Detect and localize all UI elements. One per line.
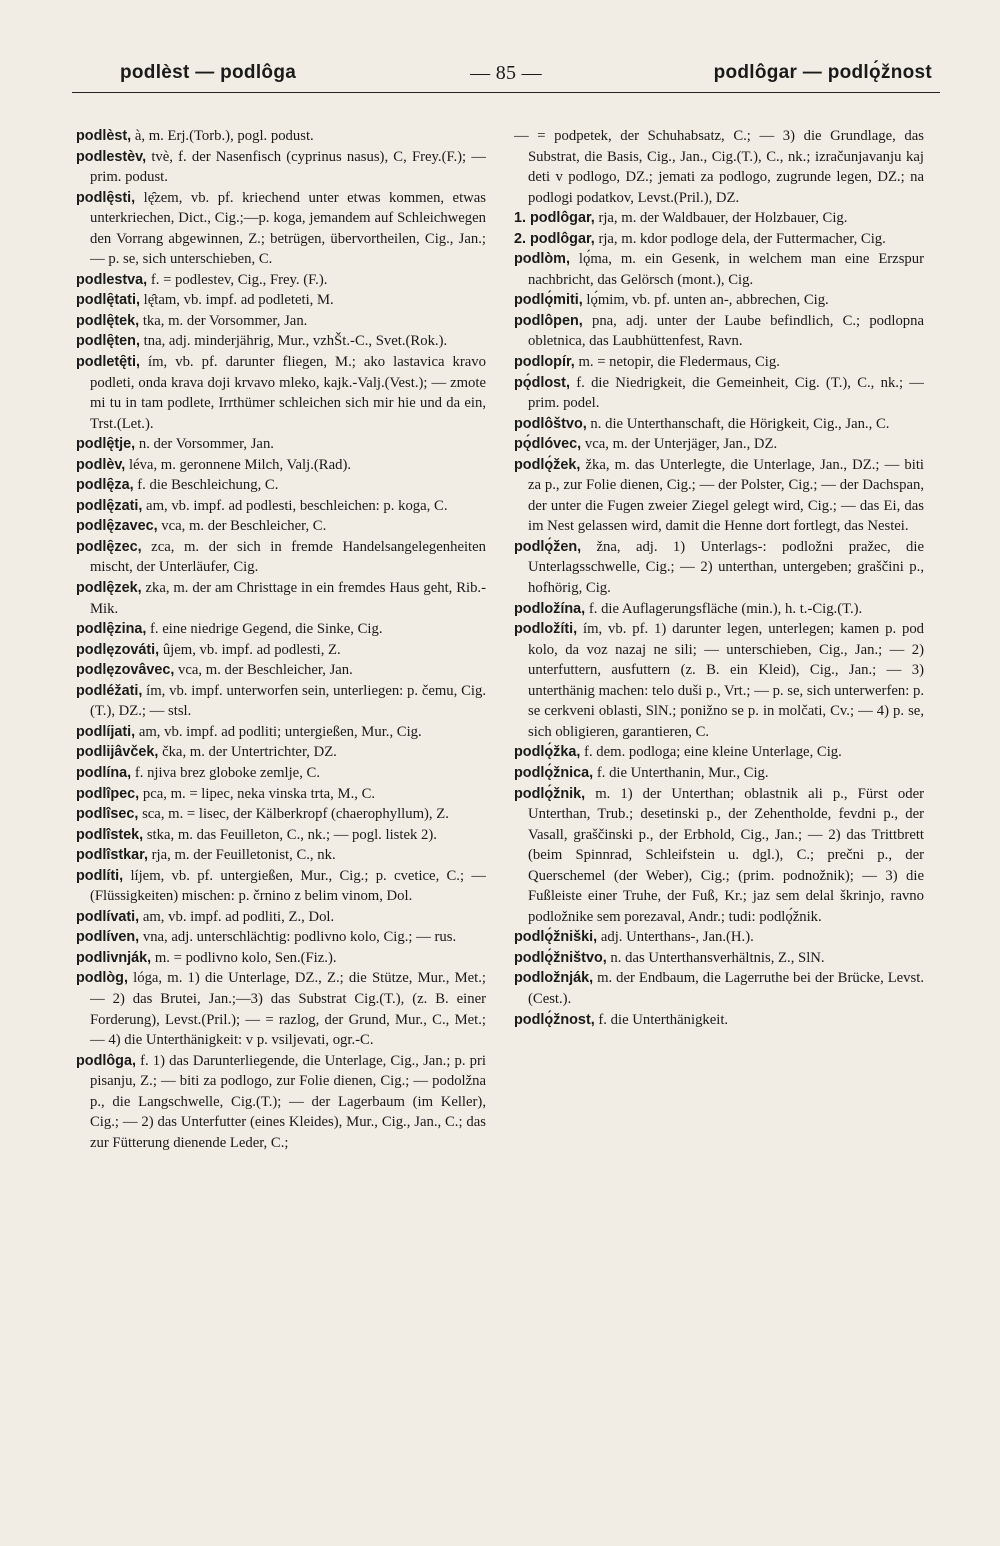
- dictionary-entry: [514, 373, 924, 414]
- dictionary-entry: [76, 455, 486, 476]
- entry-definition: ím, vb. pf. 1) darunter legen, unterlegen; kamen p. pod kolo, da voz nazaj ne sili; — unterschieben, Cig., Jan.; — 2) unterfuttern, ausfuttern (z. B. ein Kleid), Cig., Jan.; — 3) unterthänig machen: telo duši p., Vrt.; — p. se, sich unterwerfen: p. se cerkveni oblasti, SlN.; ponižno se p. in molčati, Cv.; — 4) p. se, sich obligieren, garantieren, C.: [528, 621, 924, 740]
- entry-headword: podlǫ́žka,: [514, 744, 581, 761]
- dictionary-entry: [76, 681, 486, 722]
- entry-definition: ím, vb. impf. unterworfen sein, unterliegen: p. čemu, Cig.(T.), DZ.; — stsl.: [90, 682, 486, 720]
- entry-headword: podlestva,: [76, 271, 148, 288]
- dictionary-entry: [514, 249, 924, 290]
- entry-headword: podlǫ́žništvo,: [514, 949, 607, 966]
- entry-headword: podlǫ́miti,: [514, 292, 583, 309]
- dictionary-entry: [76, 126, 486, 147]
- entry-definition: tna, adj. minderjährig, Mur., vzhŠt.-C., Svet.(Rok.).: [143, 333, 448, 350]
- page-header: [72, 58, 940, 93]
- entry-headword: podlîsec,: [76, 806, 139, 823]
- entry-definition: líjem, vb. pf. untergießen, Mur., Cig.; p. cvetice, C.; — (Flüssigkeiten) mischen: p. črnino z belim vinom, Dol.: [90, 867, 486, 905]
- dictionary-entry: [76, 578, 486, 619]
- entry-definition: lóga, m. 1) die Unterlage, DZ., Z.; die Stütze, Mur., Met.; — 2) das Brutei, Jan.;—3) das Substrat Cig.(T.), (z. B. einer Forderung), Levst.(Pril.); — = razlog, der Grund, Mur., C., Met.; — 4) die Unterthänigkeit: v p. vsiljevati, ogr.-C.: [90, 970, 486, 1049]
- entry-definition: léva, m. geronnene Milch, Valj.(Rad).: [128, 456, 352, 473]
- entry-headword: podlǫ́žek,: [514, 456, 581, 473]
- entry-headword: podlòg,: [76, 970, 128, 987]
- dictionary-entry: [76, 660, 486, 681]
- entry-definition: sca, m. = lisec, der Kälberkropf (chaerophyllum), Z.: [142, 806, 449, 823]
- entry-headword: podlivnják,: [76, 949, 152, 966]
- entry-headword: podlèv,: [76, 456, 126, 473]
- dictionary-entry: [514, 311, 924, 352]
- entry-definition: vca, m. der Beschleicher, C.: [161, 518, 327, 535]
- entry-definition: zca, m. der sich in fremde Handelsangelegenheiten mischt, der Unterläufer, Cig.: [90, 538, 486, 576]
- dictionary-entry: [76, 968, 486, 1050]
- entry-headword: podlestèv,: [76, 148, 147, 165]
- entry-definition: f. njiva brez globoke zemlje, C.: [134, 764, 321, 781]
- left-column: [76, 126, 486, 1526]
- dictionary-entry: [76, 784, 486, 805]
- dictionary-entry: [514, 619, 924, 742]
- dictionary-entry: [514, 126, 924, 208]
- dictionary-entry: [76, 331, 486, 352]
- dictionary-entry: [514, 948, 924, 969]
- entry-headword: podložnják,: [514, 970, 594, 987]
- entry-definition: vca, m. der Unterjäger, Jan., DZ.: [584, 436, 778, 453]
- entry-headword: 2. podlôgar,: [514, 230, 595, 247]
- entry-headword: podlę̑sti,: [76, 189, 136, 206]
- dictionary-entry: [76, 640, 486, 661]
- dictionary-entry: [514, 414, 924, 435]
- dictionary-entry: [514, 742, 924, 763]
- entry-definition: rja, m. der Feuilletonist, C., nk.: [151, 847, 336, 864]
- entry-definition: f. dem. podloga; eine kleine Unterlage, Cig.: [584, 744, 842, 761]
- dictionary-entry: [514, 927, 924, 948]
- dictionary-entry: [514, 229, 924, 250]
- entry-headword: podlǫ́žnica,: [514, 764, 594, 781]
- entry-definition: ím, vb. pf. darunter fliegen, M.; ako lastavica kravo podleti, onda krava doji krvavo mleko, kajk.-Valj.(Vest.); — zmote mi tu in tam podlete, Irrthümer schleichen sich mir hie und da ein, Trst.(Let.).: [90, 354, 486, 432]
- dictionary-entry: [76, 352, 486, 434]
- dictionary-entry: [76, 866, 486, 907]
- dictionary-entry: [514, 1010, 924, 1031]
- entry-definition: f. = podlestev, Cig., Frey. (F.).: [150, 271, 328, 288]
- entry-definition: lę̑zem, vb. pf. kriechend unter etwas kommen, etwas unterkriechen, Dict., Cig.;—p. koga, jemandem auf Schleichwegen den Vorrang abgewinnen, Z.; betrügen, übervortheilen, Cig., Jan.; — p. se, sich unterschieben, C.: [90, 189, 486, 268]
- entry-definition: pca, m. = lipec, neka vinska trta, M., C.: [142, 785, 376, 802]
- entry-definition: vna, adj. unterschlächtig: podlivno kolo, Cig.; — rus.: [142, 929, 457, 946]
- entry-headword: podlę̑zavec,: [76, 518, 158, 535]
- entry-headword: podlę̑zina,: [76, 621, 147, 638]
- dictionary-entry: [76, 537, 486, 578]
- dictionary-entry: [76, 147, 486, 188]
- dictionary-entry: [514, 599, 924, 620]
- entry-definition: žka, m. das Unterlegte, die Unterlage, Jan., DZ.; — biti za p., zur Folie dienen, Cig.; — der Polster, Cig.; — der Dachspan, der unter die Fugen zweier Ziegel gelegt wird, Cig.; — das Ei, das im Nest gelassen wird, damit die Henne dort fortlegt, das Nestei.: [528, 456, 924, 535]
- entry-headword: podlijâvček,: [76, 744, 159, 761]
- entry-headword: podlǫ́žnik,: [514, 785, 586, 802]
- entry-definition: f. die Auflagerungsfläche (min.), h. t.-Cig.(T.).: [588, 600, 863, 617]
- entry-headword: podlívati,: [76, 908, 140, 925]
- dictionary-entry: [76, 311, 486, 332]
- entry-headword: podložína,: [514, 600, 586, 617]
- dictionary-entry: [514, 784, 924, 928]
- dictionary-entry: [76, 927, 486, 948]
- entry-definition: am, vb. impf. ad podliti; untergießen, Mur., Cig.: [138, 723, 422, 740]
- entry-definition: zka, m. der am Christtage in ein fremdes Haus geht, Rib.-Mik.: [90, 580, 486, 617]
- dictionary-entry: [76, 804, 486, 825]
- dictionary-entry: [514, 352, 924, 373]
- entry-headword: podlôpen,: [514, 312, 583, 329]
- entry-definition: stka, m. das Feuilleton, C., nk.; — pogl. listek 2).: [146, 826, 437, 843]
- entry-definition: žna, adj. 1) Unterlags-: podložni pražec, die Unterlagsschwelle, Cig.; — 2) unterthan, untergeben; graščini p., hofhörig, Cig.: [528, 538, 924, 597]
- entry-headword: podlopír,: [514, 354, 575, 371]
- dictionary-entry: [514, 763, 924, 784]
- dictionary-entry: [514, 537, 924, 599]
- dictionary-entry: [76, 1051, 486, 1154]
- entry-definition: m. 1) der Unterthan; oblastnik ali p., Fürst oder Unterthan, Trub.; desetinski p., der Zehentholde, fevdni p., der Vasall, graščinski p., der Erbhold, Cig., Jan.; — 2) das Trittbrett (beim Spinnrad, Schleifstein u. dgl.), C.; prečni p., der Querschemel (der Weber), Cig.; (prim. podnožnik); — 3) die Fußleiste einer Truhe, der Fuß, Kr.; jaz sem delal škrinjo, ravno podložnike sem porezaval, Andr.; tudi: podlǫ́žnik.: [528, 785, 924, 925]
- entry-headword: podlǫ́žnost,: [514, 1011, 595, 1028]
- entry-definition: rja, m. der Waldbauer, der Holzbauer, Cig.: [598, 210, 848, 227]
- entry-definition: f. eine niedrige Gegend, die Sinke, Cig.: [150, 621, 383, 638]
- entry-definition: tka, m. der Vorsommer, Jan.: [142, 312, 308, 329]
- entry-definition: n. der Vorsommer, Jan.: [138, 436, 274, 453]
- dictionary-entry: [76, 825, 486, 846]
- entry-headword: podlęzovâvec,: [76, 662, 175, 679]
- entry-definition: adj. Unterthans-, Jan.(H.).: [600, 929, 754, 946]
- page-number: — 85 —: [470, 62, 542, 84]
- entry-definition: lǫ́ma, m. ein Gesenk, in welchem man eine Erzspur nachbricht, das Gelörsch (mont.), Cig.: [528, 251, 924, 288]
- entry-definition: rja, m. kdor podloge dela, der Futtermacher, Cig.: [598, 230, 886, 247]
- dictionary-entry: [514, 434, 924, 455]
- entry-headword: podložíti,: [514, 621, 578, 638]
- dictionary-entry: [76, 434, 486, 455]
- entry-definition: f. 1) das Darunterliegende, die Unterlage, Cig., Jan.; p. pri pisanju, Z.; — biti za podlogo, zur Folie dienen, Cig.; — podolžna p., die Langschwelle, Cig.(T.); — der Lagerbaum (im Keller), Cig.; — 2) das Unterfutter (eines Kleides), Mur., Cig., Jan., C.; das zur Fütterung dienende Leder, C.;: [90, 1052, 486, 1151]
- entry-headword: podlòm,: [514, 251, 570, 268]
- entry-headword: podlęzováti,: [76, 641, 160, 658]
- entry-headword: podlę̑tek,: [76, 312, 140, 329]
- dictionary-entry: [76, 948, 486, 969]
- entry-definition: — = podpetek, der Schuhabsatz, C.; — 3) die Grundlage, das Substrat, die Basis, Cig., Jan., Cig.(T.), C., nk.; izračunjavanju kaj deti v podlogo, DZ.; jemati za podlogo, zugrunde legen, DZ.; na podlogi podatkov, Levst.(Pril.), DZ.: [514, 128, 924, 206]
- entry-headword: podlîpec,: [76, 785, 140, 802]
- dictionary-entry: [76, 496, 486, 517]
- entry-headword: podletę̑ti,: [76, 354, 140, 371]
- entry-definition: m. der Endbaum, die Lagerruthe bei der Brücke, Levst.(Cest.).: [528, 970, 924, 1007]
- entry-headword: podlǫ́žen,: [514, 538, 582, 555]
- entry-definition: ûjem, vb. impf. ad podlesti, Z.: [162, 641, 341, 658]
- entry-headword: podlíjati,: [76, 723, 136, 740]
- dictionary-entry: [76, 907, 486, 928]
- entry-definition: m. = podlivno kolo, Sen.(Fiz.).: [154, 949, 337, 966]
- entry-headword: podlę̑tje,: [76, 436, 136, 453]
- entry-headword: podlôga,: [76, 1052, 136, 1069]
- entry-definition: čka, m. der Untertrichter, DZ.: [162, 744, 337, 761]
- dictionary-entry: [514, 290, 924, 311]
- entry-headword: 1. podlôgar,: [514, 210, 595, 227]
- entry-headword: podlę̑zec,: [76, 538, 142, 555]
- dictionary-entry: [76, 722, 486, 743]
- dictionary-entry: [514, 208, 924, 229]
- dictionary-entry: [76, 290, 486, 311]
- right-column: [514, 126, 924, 1526]
- dictionary-entry: [76, 516, 486, 537]
- dictionary-entry: [514, 968, 924, 1009]
- entry-headword: podlę̑zati,: [76, 497, 143, 514]
- dictionary-entry: [514, 455, 924, 537]
- entry-definition: lę̑tam, vb. impf. ad podleteti, M.: [143, 292, 334, 309]
- entry-headword: podlę̑zek,: [76, 580, 142, 597]
- entry-definition: vca, m. der Beschleicher, Jan.: [178, 662, 353, 679]
- entry-headword: podlíti,: [76, 867, 124, 884]
- entry-headword: podlèst,: [76, 128, 132, 144]
- entry-headword: podlôštvo,: [514, 415, 587, 432]
- entry-headword: podlę̑za,: [76, 477, 134, 494]
- entry-definition: f. die Unterthänigkeit.: [598, 1011, 729, 1028]
- entry-definition: f. die Niedrigkeit, die Gemeinheit, Cig. (T.), C., nk.; — prim. podel.: [528, 374, 924, 412]
- entry-headword: podlę̑tati,: [76, 292, 140, 309]
- entry-definition: à, m. Erj.(Torb.), pogl. podust.: [134, 128, 314, 144]
- entry-headword: pǫ́dlóvec,: [514, 436, 582, 453]
- entry-definition: pna, adj. unter der Laube befindlich, C.; podlopna obletnica, das Laubhüttenfest, Ravn.: [528, 312, 924, 350]
- dictionary-entry: [76, 475, 486, 496]
- entry-headword: podlę̑ten,: [76, 333, 140, 350]
- entry-definition: tvè, f. der Nasenfisch (cyprinus nasus), C, Frey.(F.); — prim. podust.: [90, 148, 486, 186]
- dictionary-entry: [76, 619, 486, 640]
- entry-definition: n. das Unterthansverhältnis, Z., SlN.: [610, 949, 825, 966]
- entry-definition: n. die Unterthanschaft, die Hörigkeit, Cig., Jan., C.: [590, 415, 890, 432]
- header-right-guide-words: podlôgar — podlǫ́žnost: [713, 62, 932, 83]
- header-left-guide-words: podlèst — podlôga: [120, 62, 297, 83]
- entry-headword: podlína,: [76, 764, 132, 781]
- entry-headword: pǫ́dlost,: [514, 374, 570, 391]
- dictionary-entry: [76, 845, 486, 866]
- entry-headword: podlíven,: [76, 929, 140, 946]
- entry-definition: m. = netopir, die Fledermaus, Cig.: [578, 354, 780, 371]
- entry-definition: f. die Unterthanin, Mur., Cig.: [596, 764, 769, 781]
- dictionary-entry: [76, 270, 486, 291]
- entry-definition: lǫ́mim, vb. pf. unten an-, abbrechen, Cig.: [586, 292, 829, 309]
- entry-headword: podlîstkar,: [76, 847, 148, 864]
- entry-headword: podléžati,: [76, 682, 143, 699]
- entry-definition: am, vb. impf. ad podliti, Z., Dol.: [142, 908, 335, 925]
- dictionary-entry: [76, 188, 486, 270]
- entry-definition: am, vb. impf. ad podlesti, beschleichen: p. koga, C.: [146, 497, 448, 514]
- dictionary-entry: [76, 763, 486, 784]
- entry-headword: podlîstek,: [76, 826, 144, 843]
- entry-definition: f. die Beschleichung, C.: [137, 477, 279, 494]
- entry-headword: podlǫ́žniški,: [514, 929, 598, 946]
- dictionary-entry: [76, 742, 486, 763]
